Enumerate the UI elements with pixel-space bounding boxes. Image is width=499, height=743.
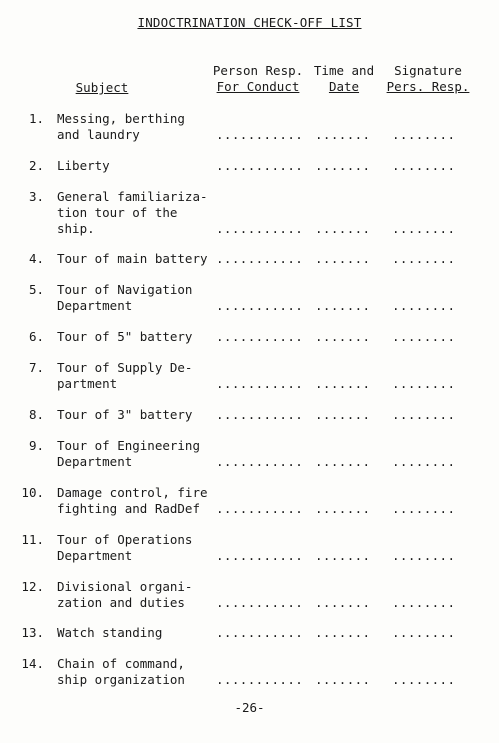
item-subject-line: Watch standing <box>57 625 163 640</box>
dots-signature: ........ <box>392 221 456 236</box>
item-subject-line: partment <box>57 376 118 391</box>
dots-signature: ........ <box>392 625 456 640</box>
header-subject: Subject <box>75 80 129 95</box>
dots-signature: ........ <box>392 329 456 344</box>
item-subject <box>57 111 222 143</box>
item-subject-line: Chain of command, <box>57 656 185 671</box>
header-person-line2: For Conduct <box>216 79 300 94</box>
dots-time-date: ....... <box>315 158 371 173</box>
dots-signature: ........ <box>392 501 456 516</box>
dots-time-date: ....... <box>315 298 371 313</box>
item-subject-line: and laundry <box>57 127 140 142</box>
dots-person-resp: ........... <box>216 251 304 266</box>
item-number: 9. <box>28 438 44 453</box>
dots-person-resp: ........... <box>216 595 304 610</box>
header-signature <box>380 63 476 95</box>
dots-signature: ........ <box>392 298 456 313</box>
item-subject-line: Tour of Supply De- <box>57 360 193 375</box>
dots-signature: ........ <box>392 127 456 142</box>
dots-person-resp: ........... <box>216 501 304 516</box>
dots-person-resp: ........... <box>216 221 304 236</box>
dots-time-date: ....... <box>315 595 371 610</box>
dots-time-date: ....... <box>315 127 371 142</box>
item-subject-line: Department <box>57 548 133 563</box>
item-number: 4. <box>28 251 44 266</box>
dots-signature: ........ <box>392 595 456 610</box>
item-number: 1. <box>28 111 44 126</box>
dots-time-date: ....... <box>315 672 371 687</box>
dots-signature: ........ <box>392 548 456 563</box>
dots-signature: ........ <box>392 158 456 173</box>
dots-time-date: ....... <box>315 454 371 469</box>
item-subject-line: zation and duties <box>57 595 185 610</box>
item-subject-line: Department <box>57 454 133 469</box>
item-subject <box>57 189 222 237</box>
dots-person-resp: ........... <box>216 407 304 422</box>
dots-time-date: ....... <box>315 548 371 563</box>
item-subject <box>57 329 222 345</box>
item-subject <box>57 407 222 423</box>
dots-time-date: ....... <box>315 407 371 422</box>
item-subject-line: Tour of main battery <box>57 251 208 266</box>
item-number: 14. <box>21 656 44 671</box>
dots-time-date: ....... <box>315 251 371 266</box>
item-number: 6. <box>28 329 44 344</box>
item-subject-line: Tour of Navigation <box>57 282 193 297</box>
dots-person-resp: ........... <box>216 548 304 563</box>
page-number: -26- <box>234 700 265 715</box>
item-subject <box>57 532 222 564</box>
dots-signature: ........ <box>392 376 456 391</box>
item-number: 3. <box>28 189 44 204</box>
item-number: 5. <box>28 282 44 297</box>
dots-person-resp: ........... <box>216 376 304 391</box>
item-number: 11. <box>21 532 44 547</box>
item-subject-line: Damage control, fire <box>57 485 208 500</box>
item-subject <box>57 360 222 392</box>
dots-time-date: ....... <box>315 501 371 516</box>
item-subject-line: Liberty <box>57 158 110 173</box>
header-time-line1: Time and <box>313 63 375 78</box>
dots-person-resp: ........... <box>216 158 304 173</box>
dots-time-date: ....... <box>315 376 371 391</box>
item-subject-line: Tour of Engineering <box>57 438 200 453</box>
dots-signature: ........ <box>392 672 456 687</box>
item-subject-line: Divisional organi- <box>57 579 193 594</box>
item-subject-line: General familiariza- <box>57 189 208 204</box>
item-subject-line: fighting and RadDef <box>57 501 200 516</box>
dots-person-resp: ........... <box>216 625 304 640</box>
dots-signature: ........ <box>392 454 456 469</box>
dots-person-resp: ........... <box>216 298 304 313</box>
item-subject-line: Department <box>57 298 133 313</box>
item-subject-line: Tour of 5" battery <box>57 329 193 344</box>
item-subject <box>57 485 222 517</box>
item-subject <box>57 438 222 470</box>
item-subject <box>57 251 222 267</box>
dots-time-date: ....... <box>315 221 371 236</box>
dots-time-date: ....... <box>315 329 371 344</box>
item-subject <box>57 656 222 688</box>
dots-person-resp: ........... <box>216 127 304 142</box>
item-subject <box>57 282 222 314</box>
item-subject <box>57 158 222 174</box>
dots-signature: ........ <box>392 251 456 266</box>
item-number: 12. <box>21 579 44 594</box>
header-signature-line1: Signature <box>394 63 462 78</box>
dots-signature: ........ <box>392 407 456 422</box>
item-subject <box>57 579 222 611</box>
item-number: 7. <box>28 360 44 375</box>
item-number: 2. <box>28 158 44 173</box>
dots-person-resp: ........... <box>216 454 304 469</box>
dots-person-resp: ........... <box>216 672 304 687</box>
header-person-line1: Person Resp. <box>212 63 304 78</box>
item-subject <box>57 625 222 641</box>
header-signature-line2: Pers. Resp. <box>386 79 470 94</box>
item-number: 10. <box>21 485 44 500</box>
item-number: 8. <box>28 407 44 422</box>
item-number: 13. <box>21 625 44 640</box>
item-subject-line: Messing, berthing <box>57 111 185 126</box>
header-time-date <box>308 63 380 95</box>
item-subject-line: tion tour of the <box>57 205 178 220</box>
dots-person-resp: ........... <box>216 329 304 344</box>
header-person-resp <box>208 63 308 95</box>
dots-time-date: ....... <box>315 625 371 640</box>
item-subject-line: Tour of 3" battery <box>57 407 193 422</box>
page-title: INDOCTRINATION CHECK-OFF LIST <box>137 15 362 30</box>
item-subject-line: Tour of Operations <box>57 532 193 547</box>
item-subject-line: ship. <box>57 221 95 236</box>
header-time-line2: Date <box>328 79 360 94</box>
item-subject-line: ship organization <box>57 672 185 687</box>
